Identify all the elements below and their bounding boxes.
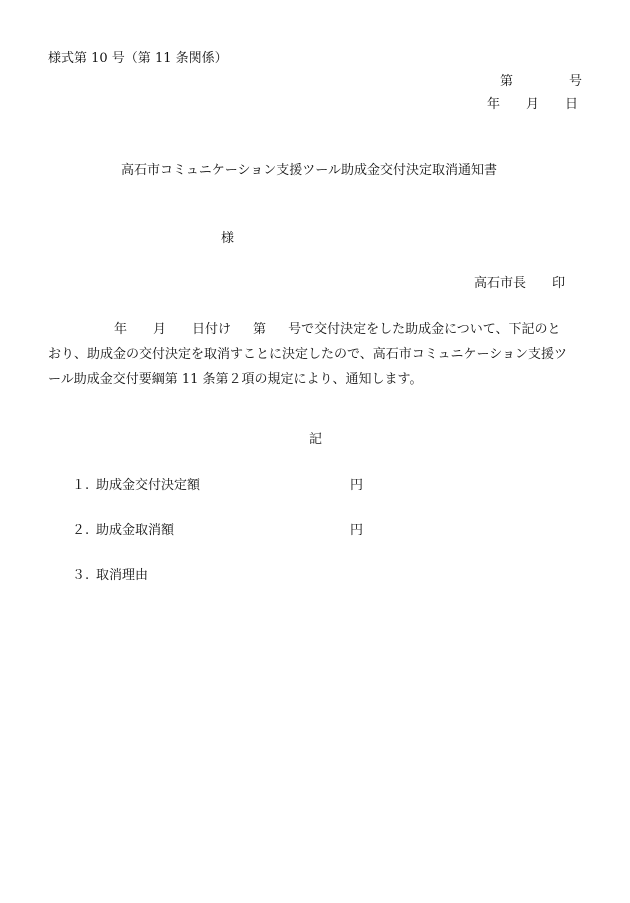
date-year: 年: [487, 97, 501, 112]
item-unit: 円: [350, 523, 364, 538]
body-no-prefix: 第: [253, 322, 267, 337]
item-number: １.: [72, 478, 90, 493]
item-number: ３.: [72, 568, 90, 583]
list-item: [72, 522, 174, 540]
issuer-name: 高石市長: [474, 276, 527, 291]
issuer: [474, 275, 565, 293]
body-line1-rest: 号で交付決定をした助成金について、下記のと: [288, 322, 561, 337]
issuer-seal: 印: [552, 276, 566, 291]
body-year: 年: [114, 322, 128, 337]
body-month: 月: [153, 322, 167, 337]
item-label: 助成金取消額: [96, 523, 175, 538]
document-title: 高石市コミュニケーション支援ツール助成金交付決定取消通知書: [121, 163, 497, 178]
date-day: 日: [565, 97, 579, 112]
form-label: 様式第 10 号（第 11 条関係）: [48, 51, 228, 66]
item-unit: 円: [350, 478, 364, 493]
date-month: 月: [526, 97, 540, 112]
body-line-1: [48, 317, 584, 342]
body-day: 日付け: [192, 322, 232, 337]
item-label: 取消理由: [96, 568, 149, 583]
document-date: [487, 96, 578, 114]
list-item: [72, 567, 148, 585]
number-suffix: 号: [569, 74, 583, 89]
number-prefix: 第: [500, 74, 514, 89]
body-line-2: おり、助成金の交付決定を取消すことに決定したので、高石市コミュニケーション支援ツ: [48, 347, 567, 362]
addressee: 様: [221, 231, 235, 246]
document-number: [500, 73, 582, 91]
ki-heading: 記: [309, 432, 323, 447]
item-label: 助成金交付決定額: [96, 478, 201, 493]
item-number: ２.: [72, 523, 90, 538]
body-paragraph: [48, 317, 584, 392]
body-line-3: ール助成金交付要綱第 11 条第２項の規定により、通知します。: [48, 372, 423, 387]
list-item: [72, 477, 200, 495]
